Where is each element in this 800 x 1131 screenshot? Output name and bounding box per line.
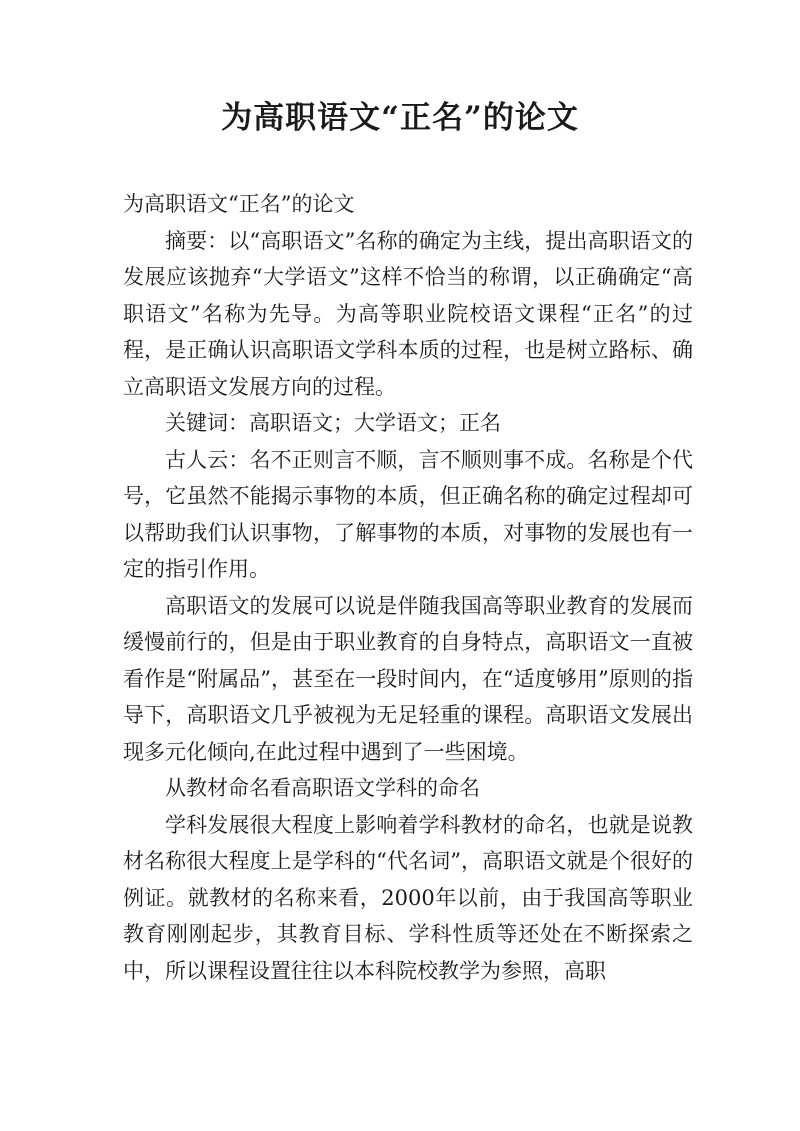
document-title: 为高职语文“正名”的论文 xyxy=(221,100,579,136)
paragraph-heading: 为高职语文“正名”的论文 xyxy=(123,192,355,216)
section-heading: 从教材命名看高职语文学科的命名 xyxy=(165,776,480,800)
paragraph-body: 高职语文的发展可以说是伴随我国高等职业教育的发展而缓慢前行的，但是由于职业教育的自身特点，高职语文一直被看作是“附属品”，甚至在一段时间内，在“适度够用”原则的指导下，高职语文几乎被视为无足轻重的课程。高职语文发展出现多元化倾向,在此过程中遇到了一些困境。 xyxy=(123,593,693,764)
paragraph-abstract: 摘要：以“高职语文”名称的确定为主线，提出高职语文的发展应该抛弃“大学语文”这样不恰当的称谓，以正确确定“高职语文”名称为先导。为高等职业院校语文课程“正名”的过程，是正确认识高职语文学科本质的过程，也是树立路标、确立高职语文发展方向的过程。 xyxy=(123,228,693,399)
paragraph-keywords: 关键词：高职语文；大学语文；正名 xyxy=(165,411,501,435)
document-body xyxy=(123,186,693,989)
paragraph-body: 学科发展很大程度上影响着学科教材的命名，也就是说教材名称很大程度上是学科的“代名词”，高职语文就是个很好的例证。就教材的名称来看，2000年以前，由于我国高等职业教育刚刚起步，其教育目标、学科性质等还处在不断探索之中，所以课程设置往往以本科院校教学为参照，高职 xyxy=(123,812,693,983)
paragraph-body: 古人云：名不正则言不顺，言不顺则事不成。名称是个代号，它虽然不能揭示事物的本质，但正确名称的确定过程却可以帮助我们认识事物，了解事物的本质，对事物的发展也有一定的指引作用。 xyxy=(123,447,693,581)
